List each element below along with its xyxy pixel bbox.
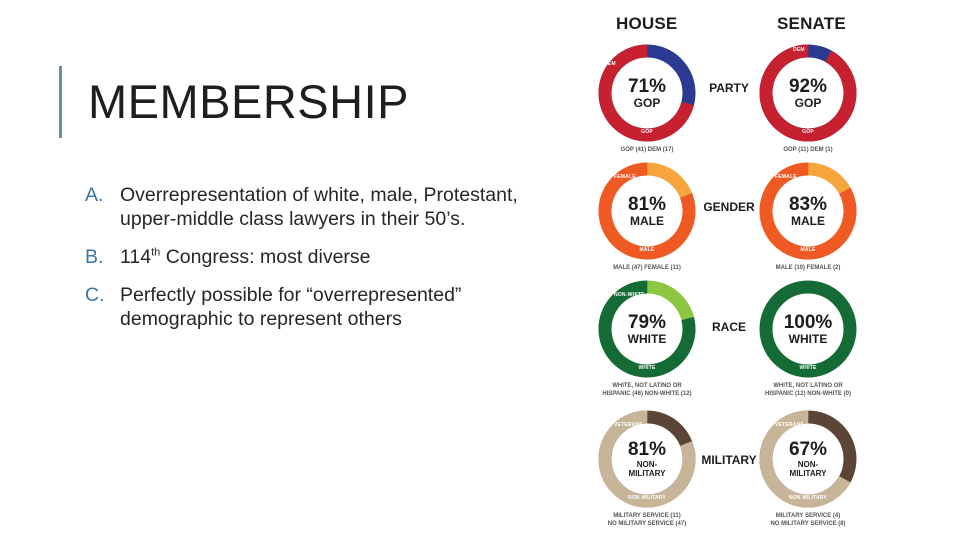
house-military-percent: 81% <box>627 439 667 460</box>
house-military-caption: MILITARY SERVICE (11) NO MILITARY SERVICE (47) <box>607 513 687 527</box>
house-gender-center-label <box>598 162 696 260</box>
bullet-text-b-rest: Congress: most diverse <box>160 246 371 268</box>
senate-military-center-label <box>759 410 857 508</box>
house-military-minor-tag: VETERANS <box>614 422 643 428</box>
bullet-marker-b: B. <box>85 246 104 268</box>
house-race-percent: 79% <box>627 311 667 333</box>
senate-gender-donut <box>759 162 857 260</box>
senate-party-caption: GOP (11) DEM (1) <box>783 147 833 153</box>
bullet-text-c: Perfectly possible for “overrepresented” demographic to represent others <box>120 284 462 330</box>
bullet-marker-a: A. <box>85 184 104 206</box>
house-military-center-label <box>598 410 696 508</box>
senate-party-minor-tag: DEM <box>793 47 805 53</box>
house-party-minor-tag: DEM <box>604 61 616 67</box>
title-accent-bar <box>59 66 62 138</box>
senate-party-major-tag: GOP <box>802 129 814 135</box>
senate-gender-center-label <box>759 162 857 260</box>
category-label-gender: GENDER <box>703 200 755 214</box>
bullet-list <box>85 183 525 345</box>
congress-demographics-infographic <box>590 4 868 538</box>
bullet-text-a: Overrepresentation of white, male, Protestant, upper-middle class lawyers in their 50’s. <box>120 184 518 230</box>
senate-gender-minor-tag: FEMALE <box>775 174 797 180</box>
house-gender-major-tag: MALE <box>639 247 655 253</box>
house-race-major-tag: WHITE <box>638 365 656 371</box>
house-gender-minor-tag: FEMALE <box>614 174 636 180</box>
senate-gender-percent: 83% <box>788 193 828 215</box>
senate-gender-major-tag: MALE <box>800 247 816 253</box>
house-party-percent: 71% <box>627 75 667 97</box>
house-gender-donut <box>598 162 696 260</box>
senate-military-percent: 67% <box>788 439 828 460</box>
senate-party-major-label: GOP <box>794 95 822 110</box>
category-label-party: PARTY <box>709 81 749 95</box>
slide-title: MEMBERSHIP <box>88 75 409 128</box>
house-gender-percent: 81% <box>627 193 667 215</box>
senate-party-percent: 92% <box>788 75 828 97</box>
senate-military-major-label-line2: MILITARY <box>789 469 827 478</box>
house-party-caption: GOP (41) DEM (17) <box>620 147 674 153</box>
house-race-caption: WHITE, NOT LATINO OR HISPANIC (46) NON-WHITE (12) <box>602 383 692 397</box>
house-party-major-label: GOP <box>633 95 661 110</box>
senate-military-minor-tag: VETERANS <box>775 422 804 428</box>
senate-race-center-label <box>759 280 857 378</box>
senate-race-major-label: WHITE <box>788 331 828 346</box>
house-military-major-tag: NON MILITARY <box>628 495 666 501</box>
bullet-a <box>85 183 525 231</box>
senate-race-donut <box>759 280 857 378</box>
house-party-center-label <box>598 44 696 142</box>
senate-party-donut <box>759 44 857 142</box>
senate-military-major-label: NON- <box>797 460 819 469</box>
house-race-minor-tag: NON-WHITE <box>614 292 645 298</box>
bullet-text-b-ordinal: th <box>151 246 161 259</box>
senate-military-donut <box>759 410 857 508</box>
senate-military-major-tag: NON MILITARY <box>789 495 827 501</box>
bullet-c <box>85 283 525 331</box>
category-label-race: RACE <box>711 320 746 334</box>
category-label-military: MILITARY <box>701 453 757 467</box>
bullet-b <box>85 245 525 269</box>
house-military-donut <box>598 410 696 508</box>
house-party-donut <box>598 44 696 142</box>
house-race-major-label: WHITE <box>627 331 667 346</box>
house-race-donut <box>598 280 696 378</box>
bullet-marker-c: C. <box>85 284 105 306</box>
senate-race-percent: 100% <box>783 311 833 333</box>
senate-column-header: SENATE <box>777 14 846 33</box>
house-gender-major-label: MALE <box>630 213 664 228</box>
house-gender-caption: MALE (47) FEMALE (11) <box>613 265 681 271</box>
house-military-major-label: NON- <box>636 460 658 469</box>
senate-gender-major-label: MALE <box>791 213 825 228</box>
senate-race-caption: WHITE, NOT LATINO OR HISPANIC (12) NON-WHITE (0) <box>765 383 851 397</box>
senate-race-major-tag: WHITE <box>799 365 817 371</box>
house-military-major-label-line2: MILITARY <box>628 469 666 478</box>
bullet-text-b-number: 114 <box>120 246 152 268</box>
house-column-header: HOUSE <box>616 14 678 33</box>
house-party-major-tag: GOP <box>641 129 653 135</box>
senate-gender-caption: MALE (10) FEMALE (2) <box>775 265 841 271</box>
senate-party-center-label <box>759 44 857 142</box>
house-race-center-label <box>598 280 696 378</box>
senate-military-caption: MILITARY SERVICE (4) NO MILITARY SERVICE (8) <box>770 513 846 527</box>
